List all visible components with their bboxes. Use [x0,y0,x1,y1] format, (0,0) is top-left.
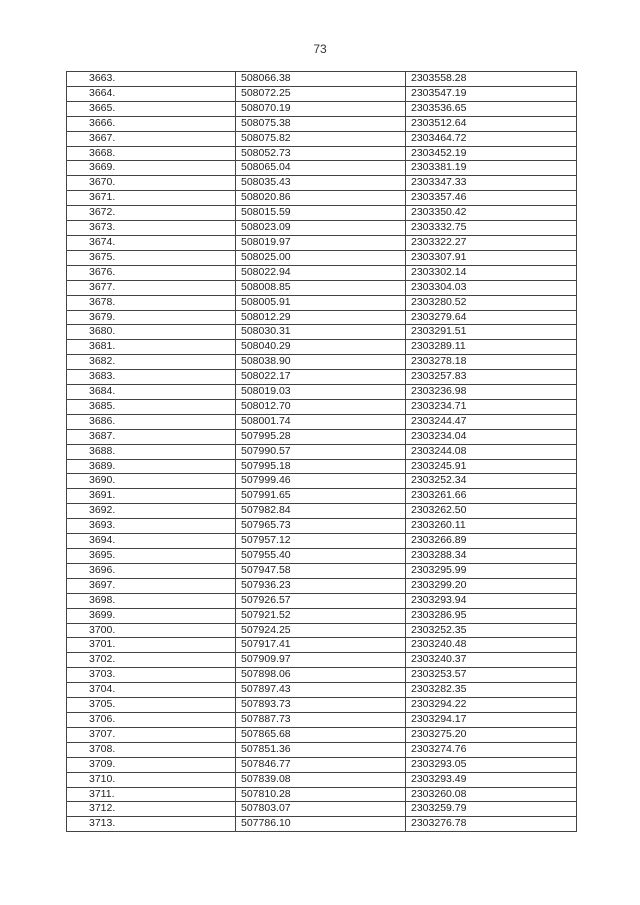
table-row [67,668,577,683]
table-row [67,250,577,265]
point-number-cell: 3681. [67,340,236,355]
x-coordinate-cell: 507893.73 [236,698,406,713]
table-row [67,757,577,772]
table-row [67,295,577,310]
point-number-cell: 3706. [67,712,236,727]
point-number-cell: 3667. [67,131,236,146]
point-number-cell: 3708. [67,742,236,757]
y-coordinate-cell: 2303236.98 [406,385,577,400]
point-number-cell: 3703. [67,668,236,683]
x-coordinate-cell: 508008.85 [236,280,406,295]
table-row [67,265,577,280]
x-coordinate-cell: 508038.90 [236,355,406,370]
x-coordinate-cell: 507926.57 [236,593,406,608]
x-coordinate-cell: 507921.52 [236,608,406,623]
y-coordinate-cell: 2303240.37 [406,653,577,668]
table-row [67,802,577,817]
point-number-cell: 3709. [67,757,236,772]
table-row [67,385,577,400]
y-coordinate-cell: 2303262.50 [406,504,577,519]
point-number-cell: 3713. [67,817,236,832]
x-coordinate-cell: 508075.82 [236,131,406,146]
point-number-cell: 3685. [67,399,236,414]
x-coordinate-cell: 507887.73 [236,712,406,727]
x-coordinate-cell: 507909.97 [236,653,406,668]
x-coordinate-cell: 507839.08 [236,772,406,787]
x-coordinate-cell: 508066.38 [236,72,406,87]
x-coordinate-cell: 507965.73 [236,519,406,534]
y-coordinate-cell: 2303294.22 [406,698,577,713]
table-row [67,206,577,221]
x-coordinate-cell: 507917.41 [236,638,406,653]
point-number-cell: 3671. [67,191,236,206]
point-number-cell: 3670. [67,176,236,191]
table-row [67,727,577,742]
table-row [67,549,577,564]
point-number-cell: 3693. [67,519,236,534]
table-row [67,817,577,832]
y-coordinate-cell: 2303240.48 [406,638,577,653]
x-coordinate-cell: 507803.07 [236,802,406,817]
x-coordinate-cell: 507947.58 [236,563,406,578]
coordinates-table-body [67,72,577,832]
x-coordinate-cell: 507786.10 [236,817,406,832]
y-coordinate-cell: 2303307.91 [406,250,577,265]
table-row [67,474,577,489]
x-coordinate-cell: 508070.19 [236,101,406,116]
table-row [67,698,577,713]
y-coordinate-cell: 2303293.05 [406,757,577,772]
y-coordinate-cell: 2303234.71 [406,399,577,414]
table-row [67,235,577,250]
table-row [67,519,577,534]
x-coordinate-cell: 507955.40 [236,549,406,564]
table-row [67,72,577,87]
y-coordinate-cell: 2303275.20 [406,727,577,742]
x-coordinate-cell: 507982.84 [236,504,406,519]
table-row [67,176,577,191]
table-row [67,414,577,429]
x-coordinate-cell: 507957.12 [236,534,406,549]
point-number-cell: 3688. [67,444,236,459]
table-row [67,221,577,236]
y-coordinate-cell: 2303260.11 [406,519,577,534]
table-row [67,653,577,668]
y-coordinate-cell: 2303294.17 [406,712,577,727]
y-coordinate-cell: 2303244.47 [406,414,577,429]
point-number-cell: 3695. [67,549,236,564]
table-row [67,370,577,385]
table-row [67,101,577,116]
table-row [67,563,577,578]
x-coordinate-cell: 507990.57 [236,444,406,459]
x-coordinate-cell: 507851.36 [236,742,406,757]
point-number-cell: 3711. [67,787,236,802]
y-coordinate-cell: 2303299.20 [406,578,577,593]
x-coordinate-cell: 507936.23 [236,578,406,593]
x-coordinate-cell: 508020.86 [236,191,406,206]
y-coordinate-cell: 2303322.27 [406,235,577,250]
x-coordinate-cell: 508025.00 [236,250,406,265]
table-row [67,772,577,787]
table-row [67,504,577,519]
table-row [67,459,577,474]
x-coordinate-cell: 508052.73 [236,146,406,161]
point-number-cell: 3705. [67,698,236,713]
x-coordinate-cell: 508019.03 [236,385,406,400]
y-coordinate-cell: 2303257.83 [406,370,577,385]
y-coordinate-cell: 2303464.72 [406,131,577,146]
point-number-cell: 3691. [67,489,236,504]
y-coordinate-cell: 2303357.46 [406,191,577,206]
point-number-cell: 3675. [67,250,236,265]
point-number-cell: 3676. [67,265,236,280]
point-number-cell: 3694. [67,534,236,549]
point-number-cell: 3682. [67,355,236,370]
y-coordinate-cell: 2303274.76 [406,742,577,757]
y-coordinate-cell: 2303266.89 [406,534,577,549]
point-number-cell: 3699. [67,608,236,623]
table-row [67,623,577,638]
y-coordinate-cell: 2303234.04 [406,429,577,444]
point-number-cell: 3678. [67,295,236,310]
point-number-cell: 3687. [67,429,236,444]
x-coordinate-cell: 508072.25 [236,86,406,101]
y-coordinate-cell: 2303558.28 [406,72,577,87]
point-number-cell: 3683. [67,370,236,385]
y-coordinate-cell: 2303291.51 [406,325,577,340]
table-row [67,593,577,608]
x-coordinate-cell: 507999.46 [236,474,406,489]
table-row [67,429,577,444]
y-coordinate-cell: 2303332.75 [406,221,577,236]
x-coordinate-cell: 507810.28 [236,787,406,802]
table-row [67,161,577,176]
point-number-cell: 3690. [67,474,236,489]
point-number-cell: 3679. [67,310,236,325]
y-coordinate-cell: 2303512.64 [406,116,577,131]
point-number-cell: 3666. [67,116,236,131]
table-row [67,310,577,325]
point-number-cell: 3664. [67,86,236,101]
point-number-cell: 3668. [67,146,236,161]
x-coordinate-cell: 508040.29 [236,340,406,355]
x-coordinate-cell: 508012.70 [236,399,406,414]
point-number-cell: 3702. [67,653,236,668]
y-coordinate-cell: 2303244.08 [406,444,577,459]
table-row [67,712,577,727]
table-row [67,355,577,370]
table-row [67,578,577,593]
x-coordinate-cell: 508012.29 [236,310,406,325]
y-coordinate-cell: 2303295.99 [406,563,577,578]
point-number-cell: 3665. [67,101,236,116]
point-number-cell: 3684. [67,385,236,400]
y-coordinate-cell: 2303276.78 [406,817,577,832]
y-coordinate-cell: 2303381.19 [406,161,577,176]
table-row [67,116,577,131]
x-coordinate-cell: 508035.43 [236,176,406,191]
table-row [67,399,577,414]
point-number-cell: 3692. [67,504,236,519]
table-row [67,340,577,355]
point-number-cell: 3700. [67,623,236,638]
x-coordinate-cell: 508022.94 [236,265,406,280]
point-number-cell: 3674. [67,235,236,250]
table-row [67,489,577,504]
table-row [67,444,577,459]
point-number-cell: 3701. [67,638,236,653]
point-number-cell: 3686. [67,414,236,429]
x-coordinate-cell: 507897.43 [236,683,406,698]
x-coordinate-cell: 508023.09 [236,221,406,236]
table-row [67,608,577,623]
table-row [67,534,577,549]
y-coordinate-cell: 2303252.34 [406,474,577,489]
coordinates-table [66,71,577,832]
table-row [67,86,577,101]
point-number-cell: 3712. [67,802,236,817]
y-coordinate-cell: 2303293.49 [406,772,577,787]
table-row [67,787,577,802]
x-coordinate-cell: 508019.97 [236,235,406,250]
table-row [67,146,577,161]
x-coordinate-cell: 508022.17 [236,370,406,385]
table-row [67,683,577,698]
y-coordinate-cell: 2303350.42 [406,206,577,221]
point-number-cell: 3707. [67,727,236,742]
x-coordinate-cell: 508005.91 [236,295,406,310]
x-coordinate-cell: 507995.18 [236,459,406,474]
y-coordinate-cell: 2303347.33 [406,176,577,191]
y-coordinate-cell: 2303280.52 [406,295,577,310]
y-coordinate-cell: 2303245.91 [406,459,577,474]
y-coordinate-cell: 2303282.35 [406,683,577,698]
point-number-cell: 3696. [67,563,236,578]
y-coordinate-cell: 2303288.34 [406,549,577,564]
y-coordinate-cell: 2303286.95 [406,608,577,623]
point-number-cell: 3669. [67,161,236,176]
point-number-cell: 3663. [67,72,236,87]
x-coordinate-cell: 507865.68 [236,727,406,742]
point-number-cell: 3697. [67,578,236,593]
point-number-cell: 3698. [67,593,236,608]
y-coordinate-cell: 2303302.14 [406,265,577,280]
y-coordinate-cell: 2303253.57 [406,668,577,683]
y-coordinate-cell: 2303278.18 [406,355,577,370]
table-row [67,638,577,653]
y-coordinate-cell: 2303536.65 [406,101,577,116]
x-coordinate-cell: 507991.65 [236,489,406,504]
y-coordinate-cell: 2303547.19 [406,86,577,101]
y-coordinate-cell: 2303289.11 [406,340,577,355]
x-coordinate-cell: 507924.25 [236,623,406,638]
x-coordinate-cell: 508065.04 [236,161,406,176]
point-number-cell: 3680. [67,325,236,340]
y-coordinate-cell: 2303252.35 [406,623,577,638]
y-coordinate-cell: 2303279.64 [406,310,577,325]
table-row [67,742,577,757]
x-coordinate-cell: 508001.74 [236,414,406,429]
point-number-cell: 3672. [67,206,236,221]
point-number-cell: 3689. [67,459,236,474]
x-coordinate-cell: 508015.59 [236,206,406,221]
table-row [67,325,577,340]
point-number-cell: 3704. [67,683,236,698]
point-number-cell: 3677. [67,280,236,295]
y-coordinate-cell: 2303304.03 [406,280,577,295]
y-coordinate-cell: 2303261.66 [406,489,577,504]
page-number: 73 [313,42,327,56]
table-row [67,280,577,295]
point-number-cell: 3710. [67,772,236,787]
x-coordinate-cell: 508075.38 [236,116,406,131]
point-number-cell: 3673. [67,221,236,236]
y-coordinate-cell: 2303260.08 [406,787,577,802]
y-coordinate-cell: 2303293.94 [406,593,577,608]
table-row [67,191,577,206]
x-coordinate-cell: 508030.31 [236,325,406,340]
table-row [67,131,577,146]
x-coordinate-cell: 507846.77 [236,757,406,772]
x-coordinate-cell: 507995.28 [236,429,406,444]
y-coordinate-cell: 2303452.19 [406,146,577,161]
x-coordinate-cell: 507898.06 [236,668,406,683]
y-coordinate-cell: 2303259.79 [406,802,577,817]
